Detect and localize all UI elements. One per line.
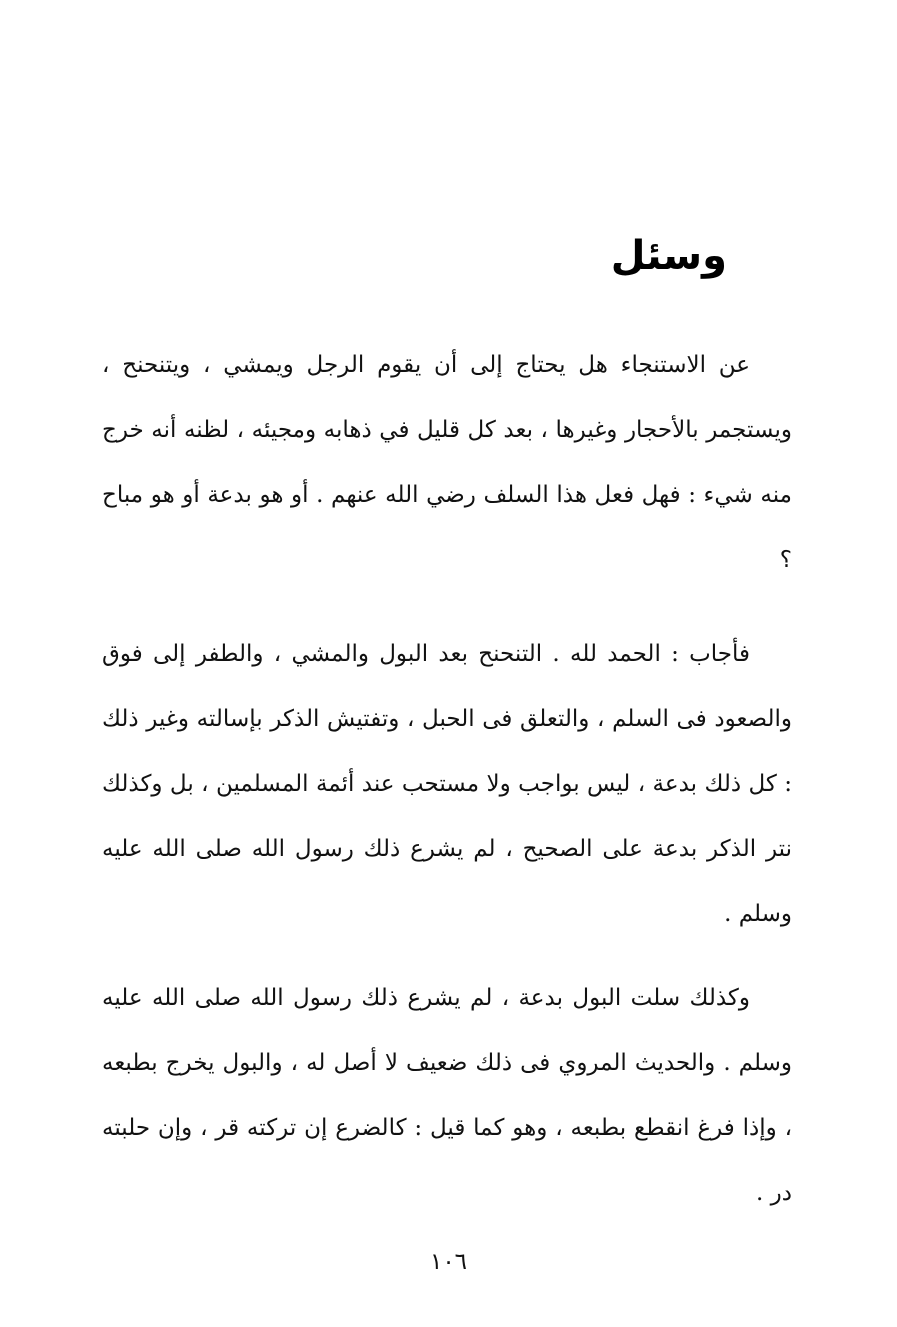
section-heading: وسئل bbox=[610, 233, 727, 279]
question-paragraph: عن الاستنجاء هل يحتاج إلى أن يقوم الرجل ويمشي ، ويتنحنح ، ويستجمر بالأحجار وغيرها ، بعد كل قليل في ذهابه ومجيئه ، لظنه أنه خرج منه شيء : فهل فعل هذا السلف رضي الله عنهم . أو هو بدعة أو هو مباح ؟ bbox=[102, 352, 792, 573]
answer-continuation-paragraph: وكذلك سلت البول بدعة ، لم يشرع ذلك رسول الله صلى الله عليه وسلم . والحديث المروي فى ذلك ضعيف لا أصل له ، والبول يخرج بطبعه ، وإذا فرغ انقطع بطبعه ، وهو كما قيل : كالضرع إن تركته قر ، وإن حلبته در . bbox=[102, 985, 792, 1206]
answer-paragraph: فأجاب : الحمد لله . التنحنح بعد البول والمشي ، والطفر إلى فوق والصعود فى السلم ، والتعلق فى الحبل ، وتفتيش الذكر بإسالته وغير ذلك : كل ذلك بدعة ، ليس بواجب ولا مستحب عند أئمة المسلمين ، بل وكذلك نتر الذكر بدعة على الصحيح ، لم يشرع ذلك رسول الله صلى الله عليه وسلم . bbox=[102, 641, 792, 927]
page-number: ١٠٦ bbox=[429, 1249, 468, 1275]
